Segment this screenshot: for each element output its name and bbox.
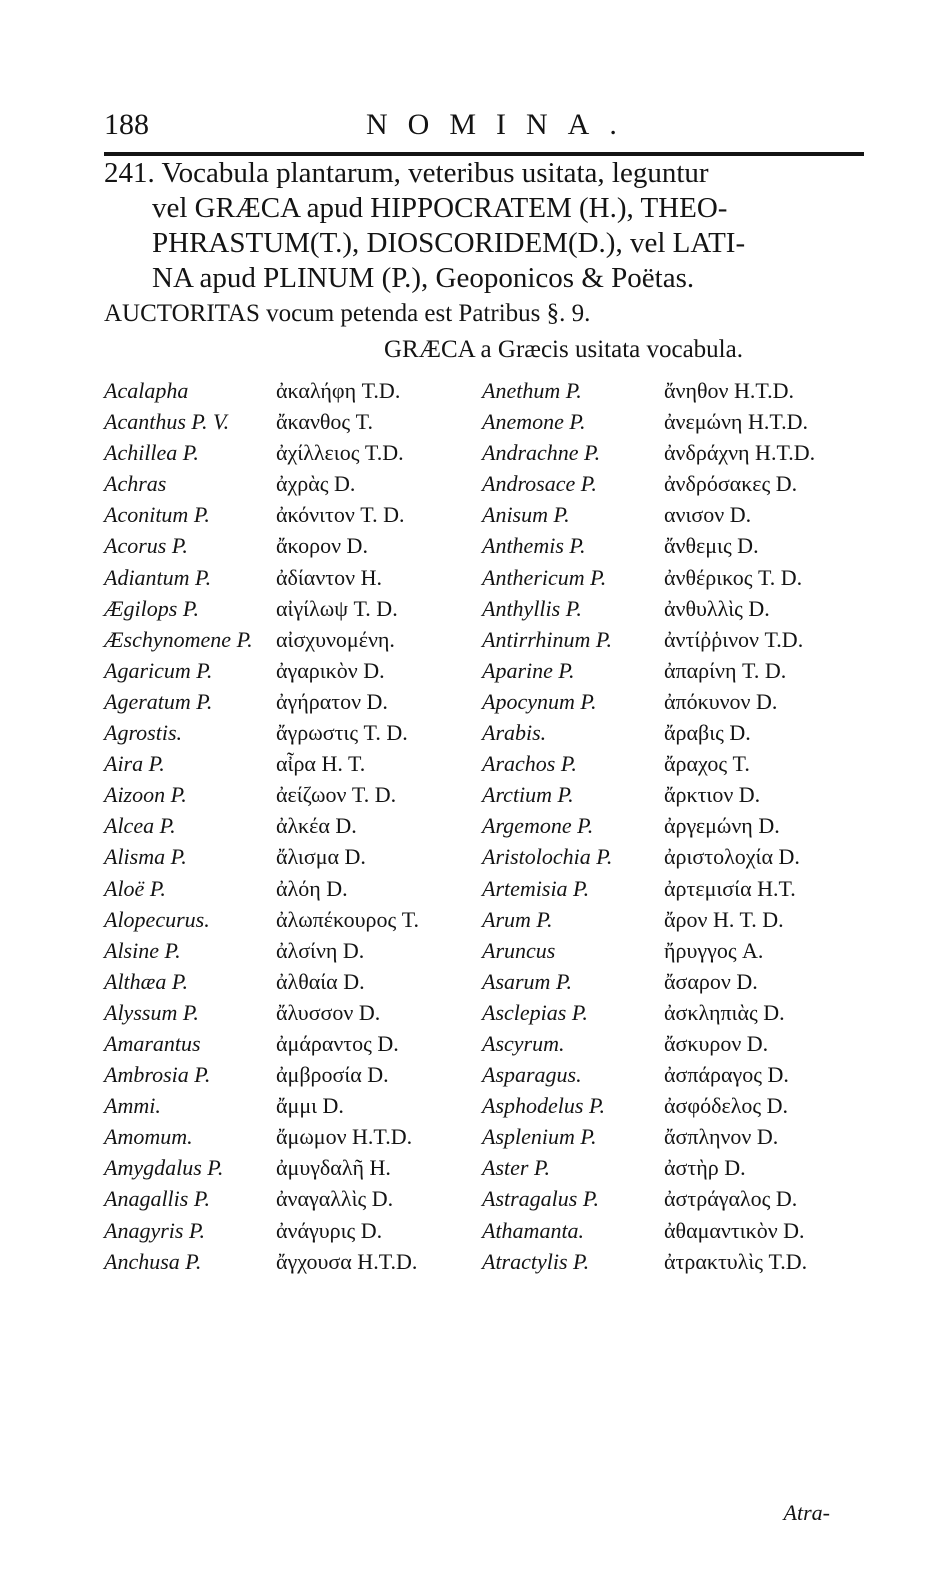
greek-name-left: αἰσχυνομένη. [276, 626, 395, 652]
table-row [104, 842, 864, 873]
latin-name-left: Ammi. [104, 1093, 161, 1119]
latin-name-left: Aira P. [104, 751, 165, 777]
latin-name-left: Anchusa P. [104, 1248, 202, 1274]
greek-name-right: ἀθαμαντικὸν D. [664, 1217, 805, 1243]
table-row [104, 811, 864, 842]
latin-name-right: Athamanta. [482, 1217, 585, 1243]
greek-name-left: ἀμάραντος D. [276, 1030, 399, 1056]
latin-name-right: Asarum P. [482, 968, 573, 994]
latin-name-right: Anthyllis P. [482, 595, 582, 621]
page-number: 188 [104, 108, 149, 141]
latin-name-left: Althæa P. [104, 968, 188, 994]
latin-name-left: Alcea P. [104, 813, 176, 839]
catchword: Atra- [783, 1500, 830, 1525]
greek-name-right: ἀσκληπιὰς D. [664, 999, 785, 1025]
greek-name-left: ἀλσίνη D. [276, 937, 365, 963]
latin-name-right: Anthemis P. [482, 533, 586, 559]
table-row [104, 1153, 864, 1184]
table-row [104, 500, 864, 531]
table-row [104, 749, 864, 780]
table-row [104, 936, 864, 967]
latin-name-right: Apocynum P. [482, 688, 597, 714]
greek-name-right: ἀρτεμισία H.T. [664, 875, 796, 901]
latin-name-left: Anagallis P. [104, 1186, 210, 1212]
latin-name-right: Asclepias P. [482, 999, 588, 1025]
greek-name-left: ἀγαρικὸν D. [276, 657, 385, 683]
latin-name-right: Ascyrum. [482, 1030, 565, 1056]
greek-name-left: ἀγήρατον D. [276, 688, 388, 714]
table-row [104, 1216, 864, 1247]
greek-name-right: ἀσφόδελος D. [664, 1093, 788, 1119]
latin-name-left: Aloë P. [104, 875, 166, 901]
greek-name-left: αἶρα H. T. [276, 751, 366, 777]
intro-paragraph [104, 156, 874, 296]
latin-name-left: Ambrosia P. [104, 1062, 211, 1088]
latin-name-left: Acorus P. [104, 533, 188, 559]
table-row [104, 967, 864, 998]
greek-name-left: ἀδίαντον H. [276, 564, 382, 590]
table-row [104, 1247, 864, 1278]
table-row [104, 1122, 864, 1153]
greek-name-left: ἀχίλλειος T.D. [276, 440, 404, 466]
greek-name-right: ἄρκτιον D. [664, 782, 761, 808]
latin-name-left: Acanthus P. V. [104, 409, 230, 435]
latin-name-right: Androsace P. [482, 471, 597, 497]
greek-name-left: ἀνάγυρις D. [276, 1217, 383, 1243]
greek-name-right: ἄρον H. T. D. [664, 906, 784, 932]
latin-name-left: Alopecurus. [104, 906, 210, 932]
greek-name-left: ἀχρὰς D. [276, 471, 356, 497]
latin-name-left: Ageratum P. [104, 688, 213, 714]
latin-name-right: Arum P. [482, 906, 553, 932]
greek-name-right: ἀντίῤῥινον T.D. [664, 626, 804, 652]
greek-name-left: ἄμωμον H.T.D. [276, 1124, 413, 1150]
latin-name-right: Atractylis P. [482, 1248, 590, 1274]
greek-name-right: ἀριστολοχία D. [664, 844, 800, 870]
intro-line-1: 241. Vocabula plantarum, veteribus usitata, leguntur [104, 157, 709, 189]
intro-line-2: vel GRÆCA apud HIPPOCRATEM (H.), THEO- [152, 192, 728, 224]
table-row [104, 1091, 864, 1122]
table-row [104, 625, 864, 656]
greek-name-right: ἀνδρόσακες D. [664, 471, 798, 497]
latin-name-right: Aristolochia P. [482, 844, 613, 870]
greek-name-right: ἄραχος T. [664, 751, 750, 777]
greek-name-left: αἰγίλωψ T. D. [276, 595, 398, 621]
greek-name-left: ἀμυγδαλῆ H. [276, 1155, 391, 1181]
latin-name-right: Astragalus P. [482, 1186, 599, 1212]
greek-name-left: ἀλθαία D. [276, 968, 365, 994]
table-row [104, 998, 864, 1029]
latin-name-right: Anemone P. [482, 409, 586, 435]
latin-name-left: Agaricum P. [104, 657, 213, 683]
latin-name-left: Adiantum P. [104, 564, 212, 590]
latin-name-left: Acalapha [104, 378, 189, 403]
latin-name-right: Artemisia P. [482, 875, 590, 901]
latin-name-right: Aruncus [482, 937, 556, 963]
latin-name-right: Arctium P. [482, 782, 574, 808]
intro-line-4: NA apud PLINUM (P.), Geoponicos & Poëtas. [152, 262, 695, 294]
greek-name-left: ἄκανθος T. [276, 409, 373, 435]
greek-name-right: ἀπόκυνον D. [664, 688, 778, 714]
latin-name-right: Antirrhinum P. [482, 626, 612, 652]
latin-name-right: Asphodelus P. [482, 1093, 606, 1119]
table-row [104, 874, 864, 905]
greek-name-right: ἀσπάραγος D. [664, 1062, 789, 1088]
plant-names-table [104, 376, 864, 1278]
greek-name-left: ἀμβροσία D. [276, 1062, 389, 1088]
greek-name-right: ἀνεμώνη H.T.D. [664, 409, 809, 435]
table-row [104, 376, 864, 407]
latin-name-left: Alyssum P. [104, 999, 199, 1025]
greek-name-right: ἄσπληνον D. [664, 1124, 779, 1150]
table-row [104, 469, 864, 500]
greek-name-right: ἤρυγγος A. [664, 937, 764, 963]
greek-name-left: ἀναγαλλὶς D. [276, 1186, 394, 1212]
greek-name-right: ἀστράγαλος D. [664, 1186, 798, 1212]
page-header [104, 108, 864, 152]
latin-name-right: Arabis. [482, 720, 547, 746]
greek-name-left: ἀκαλήφη T.D. [276, 378, 401, 403]
latin-name-left: Agrostis. [104, 720, 183, 746]
greek-name-right: ἄνηθον H.T.D. [664, 378, 795, 403]
greek-name-left: ἄκορον D. [276, 533, 368, 559]
latin-name-right: Asplenium P. [482, 1124, 597, 1150]
greek-name-right: ἄραβις D. [664, 720, 751, 746]
latin-name-left: Anagyris P. [104, 1217, 206, 1243]
greek-name-right: ἀνδράχνη H.T.D. [664, 440, 816, 466]
running-title: NOMINA. [366, 108, 637, 141]
latin-name-right: Anisum P. [482, 502, 570, 528]
greek-name-right: ἀτρακτυλὶς T.D. [664, 1248, 808, 1274]
latin-name-left: Alsine P. [104, 937, 181, 963]
table-row [104, 531, 864, 562]
latin-name-right: Arachos P. [482, 751, 577, 777]
table-row [104, 1029, 864, 1060]
greek-name-right: ἄσκυρον D. [664, 1030, 769, 1056]
latin-name-left: Alisma P. [104, 844, 187, 870]
latin-name-left: Amarantus [104, 1030, 201, 1056]
auctoritas-line: AUCTORITAS vocum petenda est Patribus §. 9. [104, 300, 591, 327]
table-row [104, 780, 864, 811]
table-row [104, 718, 864, 749]
greek-name-left: ἄλισμα D. [276, 844, 366, 870]
table-row [104, 563, 864, 594]
greek-name-right: ἀργεμώνη D. [664, 813, 780, 839]
latin-name-right: Anthericum P. [482, 564, 607, 590]
table-row [104, 594, 864, 625]
table-row [104, 1060, 864, 1091]
intro-line-3: PHRASTUM(T.), DIOSCORIDEM(D.), vel LATI- [152, 227, 746, 259]
latin-name-right: Aster P. [482, 1155, 551, 1181]
greek-name-right: ἀνθέρικος T. D. [664, 564, 803, 590]
greek-name-left: ἀλόη D. [276, 875, 348, 901]
greek-name-left: ἄμμι D. [276, 1093, 344, 1119]
greek-name-right: ἀνθυλλὶς D. [664, 595, 770, 621]
table-row [104, 656, 864, 687]
latin-name-right: Aparine P. [482, 657, 575, 683]
table-row [104, 687, 864, 718]
greek-name-left: ἄλυσσον D. [276, 999, 381, 1025]
greek-name-left: ἀλκέα D. [276, 813, 357, 839]
graeca-heading: GRÆCA a Græcis usitata vocabula. [384, 336, 743, 363]
greek-name-right: ἀστὴρ D. [664, 1155, 746, 1181]
latin-name-left: Amygdalus P. [104, 1155, 224, 1181]
latin-name-right: Asparagus. [482, 1062, 582, 1088]
latin-name-left: Achillea P. [104, 440, 199, 466]
latin-name-left: Amomum. [104, 1124, 193, 1150]
greek-name-right: ἄσαρον D. [664, 968, 758, 994]
table-row [104, 438, 864, 469]
greek-name-right: ἄνθεμις D. [664, 533, 759, 559]
greek-name-right: ανισον D. [664, 502, 752, 528]
greek-name-left: ἀλωπέκουρος T. [276, 906, 420, 932]
latin-name-right: Argemone P. [482, 813, 594, 839]
table-row [104, 905, 864, 936]
latin-name-right: Andrachne P. [482, 440, 601, 466]
greek-name-left: ἀκόνιτον T. D. [276, 502, 405, 528]
table-row [104, 1184, 864, 1215]
latin-name-left: Aizoon P. [104, 782, 187, 808]
latin-name-left: Æschynomene P. [104, 626, 253, 652]
latin-name-left: Aconitum P. [104, 502, 210, 528]
latin-name-right: Anethum P. [482, 378, 582, 403]
latin-name-left: Ægilops P. [104, 595, 199, 621]
greek-name-right: ἀπαρίνη T. D. [664, 657, 787, 683]
greek-name-left: ἀείζωον T. D. [276, 782, 397, 808]
table-row [104, 407, 864, 438]
greek-name-left: ἄγχουσα H.T.D. [276, 1248, 418, 1274]
greek-name-left: ἄγρωστις T. D. [276, 720, 408, 746]
latin-name-left: Achras [104, 471, 167, 497]
